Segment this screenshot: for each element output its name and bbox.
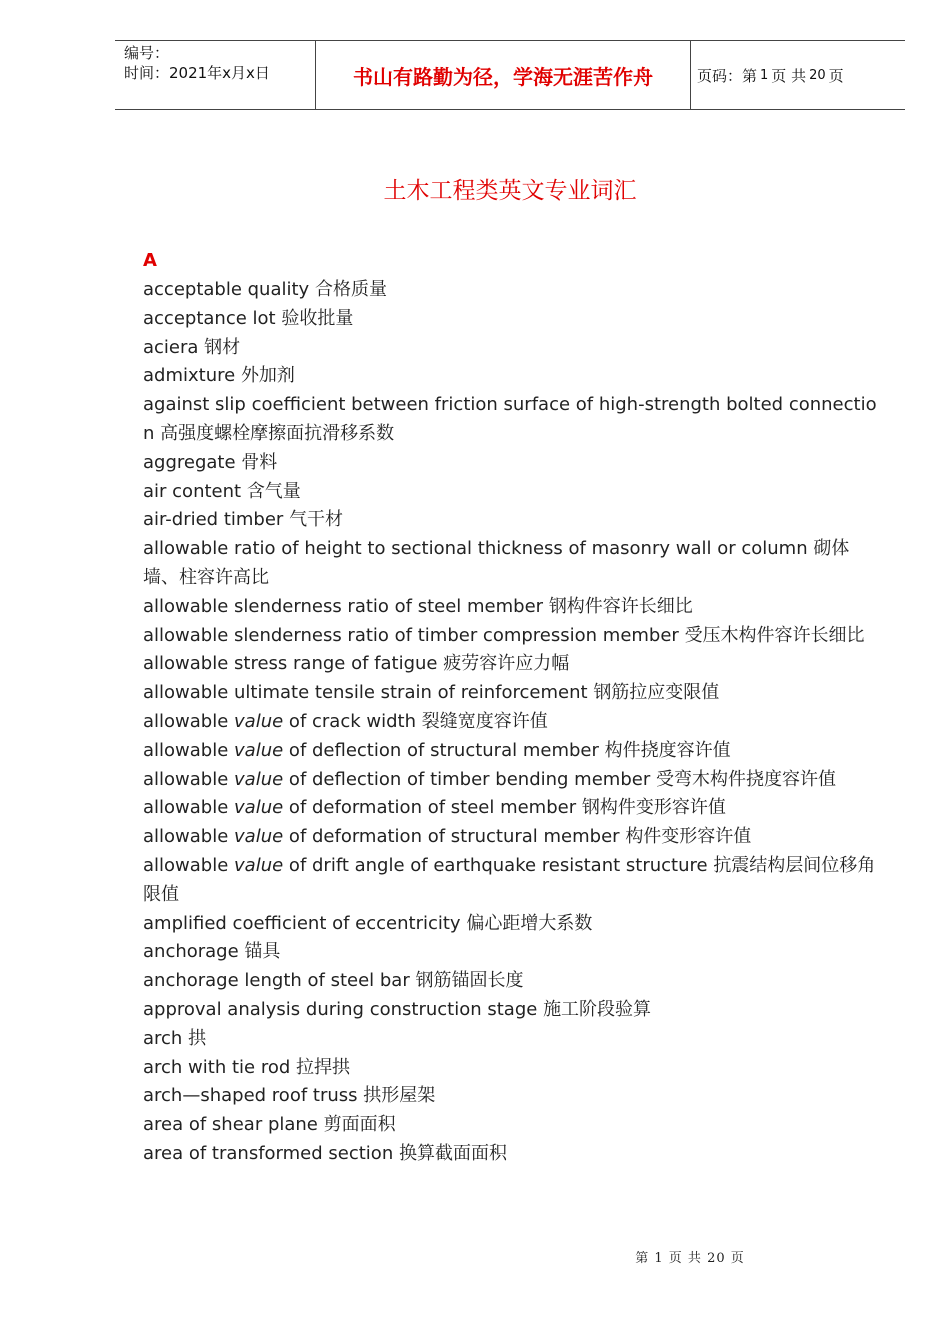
entry-term-english: of deformation of steel member <box>283 797 577 819</box>
entry-term-english: aciera <box>143 336 199 358</box>
entry-term-english: approval analysis during construction stage <box>143 998 538 1020</box>
entry-term-chinese: 锚具 <box>244 941 281 963</box>
footer-suffix: 页 <box>730 1251 745 1266</box>
glossary-entry <box>143 766 883 795</box>
entry-term-start: allowable <box>143 768 235 790</box>
page-prefix: 页码：第 <box>697 66 758 85</box>
glossary-entry <box>143 391 883 449</box>
glossary-entry <box>143 852 883 910</box>
entry-term-chinese: 受弯木构件挠度容许值 <box>655 768 836 790</box>
entry-term-english: air-dried timber <box>143 509 284 531</box>
glossary-entry <box>143 823 883 852</box>
entry-term-chinese: 合格质量 <box>314 279 387 300</box>
entry-term-chinese: 验收批量 <box>281 307 354 329</box>
entry-term-chinese: 构件挠度容许值 <box>604 739 731 761</box>
entry-term-chinese: 钢构件容许长细比 <box>548 595 693 617</box>
entry-term-italic: value <box>234 739 284 761</box>
entry-term-chinese: 高强度螺栓摩擦面抗滑移系数 <box>160 422 395 444</box>
entry-term-english: of deflection of structural member <box>283 739 599 761</box>
entry-term-italic: value <box>234 854 284 876</box>
entry-term-chinese: 骨料 <box>241 451 278 473</box>
entry-term-english: acceptable quality <box>143 279 310 300</box>
entry-term-english: of deformation of structural member <box>283 826 620 848</box>
page-current: 1 <box>760 67 769 83</box>
entry-term-italic: value <box>234 826 284 848</box>
entry-term-chinese: 拉捍拱 <box>296 1056 351 1078</box>
page-suffix: 页 <box>828 66 844 85</box>
glossary-entry <box>143 535 883 593</box>
entry-term-english: area of transformed section <box>143 1142 394 1164</box>
entry-term-chinese: 含气量 <box>246 480 301 502</box>
glossary-entry <box>143 362 883 391</box>
entry-term-chinese: 外加剂 <box>240 365 295 387</box>
entry-term-english: of deflection of timber bending member <box>283 768 651 790</box>
header-motto: 书山有路勤为径，学海无涯苦作舟 <box>315 41 691 109</box>
glossary-entry <box>143 1111 883 1140</box>
glossary-entry <box>143 334 883 363</box>
glossary-entry <box>143 910 883 939</box>
header-meta <box>124 43 314 83</box>
glossary-entry <box>143 737 883 766</box>
entry-term-chinese: 施工阶段验算 <box>543 998 652 1020</box>
entry-term-chinese: 受压木构件容许长细比 <box>684 624 865 646</box>
glossary-entry <box>143 449 883 478</box>
glossary-entry <box>143 938 883 967</box>
entry-term-chinese: 钢构件变形容许值 <box>581 797 726 819</box>
glossary-entry <box>143 996 883 1025</box>
entry-term-chinese: 拱形屋架 <box>363 1085 436 1107</box>
entry-term-chinese: 换算截面面积 <box>398 1142 507 1164</box>
header-page-info <box>697 41 844 109</box>
entry-term-start: allowable <box>143 854 235 876</box>
glossary-entry <box>143 1054 883 1083</box>
document-time-label: 时间：2021年x月x日 <box>124 64 270 82</box>
entry-term-chinese: 偏心距增大系数 <box>466 912 593 934</box>
entry-term-english: allowable ultimate tensile strain of reinforcement <box>143 682 588 704</box>
glossary-entry <box>143 794 883 823</box>
entry-term-start: allowable <box>143 710 235 732</box>
entry-term-english: against slip coefficient between friction surface of high-strength bolted connection <box>143 394 877 444</box>
entry-term-english: aggregate <box>143 451 236 473</box>
entry-term-chinese: 裂缝宽度容许值 <box>421 710 548 732</box>
footer-current: 1 <box>654 1251 664 1266</box>
entry-term-english: amplified coefficient of eccentricity <box>143 912 461 934</box>
glossary-entry <box>143 276 883 305</box>
section-letter: A <box>143 250 157 271</box>
glossary-entry <box>143 1140 883 1169</box>
entry-term-english: allowable ratio of height to sectional thickness of masonry wall or column <box>143 538 808 560</box>
entry-term-chinese: 构件变形容许值 <box>625 826 752 848</box>
entry-term-english: area of shear plane <box>143 1114 318 1136</box>
footer-total: 20 <box>707 1251 726 1266</box>
glossary-entry <box>143 593 883 622</box>
entry-term-english: allowable slenderness ratio of steel member <box>143 595 544 617</box>
footer-mid: 页 共 <box>668 1251 702 1266</box>
entry-term-chinese: 疲劳容许应力幅 <box>443 653 570 675</box>
page-footer <box>0 1247 950 1266</box>
page-header <box>115 40 905 110</box>
entry-term-start: allowable <box>143 739 235 761</box>
entry-term-english: air content <box>143 480 242 502</box>
entry-term-start: allowable <box>143 826 235 848</box>
entry-term-english: admixture <box>143 365 236 387</box>
entry-term-english: arch—shaped roof truss <box>143 1085 358 1107</box>
glossary-entry <box>143 708 883 737</box>
entry-term-italic: value <box>234 710 284 732</box>
entry-term-chinese: 剪面面积 <box>323 1114 396 1136</box>
entry-term-chinese: 钢筋锚固长度 <box>415 970 524 992</box>
glossary-entry <box>143 622 883 651</box>
entry-term-english: anchorage length of steel bar <box>143 970 410 992</box>
entry-term-start: allowable <box>143 797 235 819</box>
entry-term-chinese: 拱 <box>188 1027 207 1049</box>
footer-prefix: 第 <box>635 1251 650 1266</box>
entry-term-english: arch with tie rod <box>143 1056 291 1078</box>
glossary-entry <box>143 650 883 679</box>
entry-term-english: acceptance lot <box>143 307 276 329</box>
entry-term-chinese: 钢筋拉应变限值 <box>593 682 720 704</box>
entry-term-chinese: 钢材 <box>204 336 241 358</box>
glossary-entry <box>143 305 883 334</box>
entry-term-english: of crack width <box>283 710 416 732</box>
entry-term-english: allowable stress range of fatigue <box>143 653 438 675</box>
entry-term-chinese: 抗震结构层间位移角限值 <box>143 854 876 905</box>
entry-term-english: anchorage <box>143 941 239 963</box>
glossary-entry <box>143 679 883 708</box>
entry-term-chinese: 砌体墙、柱容许高比 <box>143 538 850 588</box>
page-mid: 页 共 <box>771 66 807 85</box>
entry-term-italic: value <box>234 797 284 819</box>
page-total: 20 <box>809 67 826 83</box>
entry-term-english: allowable slenderness ratio of timber compression member <box>143 624 679 646</box>
entry-term-english: arch <box>143 1027 183 1049</box>
glossary-entry <box>143 1082 883 1111</box>
entry-term-english: of drift angle of earthquake resistant structure <box>283 854 708 876</box>
glossary-list <box>143 276 883 1169</box>
glossary-entry <box>143 967 883 996</box>
glossary-entry <box>143 1025 883 1054</box>
glossary-entry <box>143 506 883 535</box>
glossary-entry <box>143 478 883 507</box>
document-title: 土木工程类英文专业词汇 <box>383 178 637 204</box>
entry-term-chinese: 气干材 <box>289 509 344 531</box>
document-number-label: 编号： <box>124 44 170 62</box>
entry-term-italic: value <box>234 768 284 790</box>
